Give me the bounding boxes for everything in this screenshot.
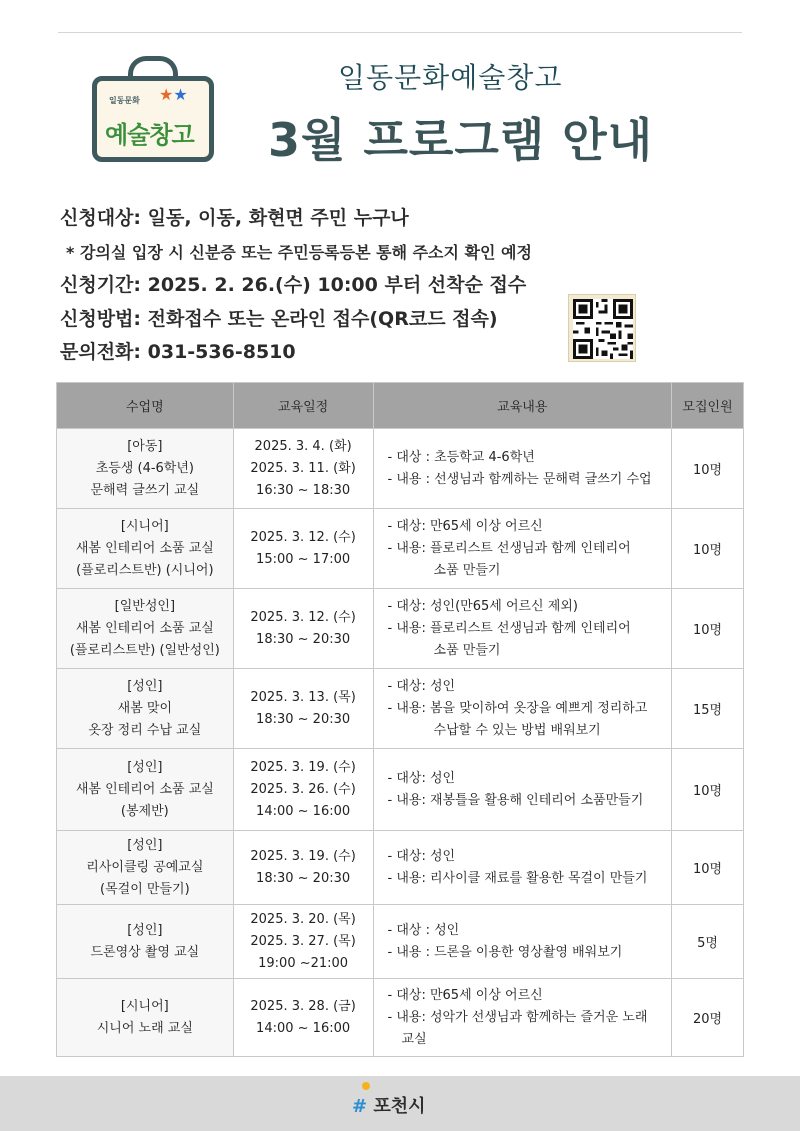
info-period: 신청기간: 2025. 2. 26.(수) 10:00 부터 선착순 접수 [60,274,527,296]
capacity-cell: 10명 [672,749,744,831]
logo-star-icons: ★★ [159,85,188,104]
table-row [57,509,744,589]
info-phone: 문의전화: 031-536-8510 [60,341,296,363]
schedule-cell: 2025. 3. 19. (수) 2025. 3. 26. (수) 14:00 ~ 16:00 [233,749,373,831]
content-cell: - 대상: 성인 - 내용: 리사이클 재료를 활용한 목걸이 만들기 [373,831,672,905]
schedule-cell: 2025. 3. 19. (수) 18:30 ~ 20:30 [233,831,373,905]
qr-code-icon[interactable] [568,294,636,362]
content-cell: - 대상: 성인 - 내용: 봄을 맞이하여 옷장을 예쁘게 정리하고 수납할 수 있는 방법 배워보기 [373,669,672,749]
capacity-cell: 10명 [672,509,744,589]
column-header-content: 교육내용 [373,383,672,429]
class-name-cell: [성인] 드론영상 촬영 교실 [57,905,234,979]
table-row [57,979,744,1057]
logo-small-text: 일동문화 [109,96,140,105]
logo-hash-icon: # [352,1096,368,1117]
capacity-cell: 10명 [672,589,744,669]
column-header-schedule: 교육일정 [233,383,373,429]
class-name-cell: [성인] 새봄 맞이 옷장 정리 수납 교실 [57,669,234,749]
schedule-cell: 2025. 3. 20. (목) 2025. 3. 27. (목) 19:00 ~21:00 [233,905,373,979]
class-name-cell: [아동] 초등생 (4-6학년) 문해력 글쓰기 교실 [57,429,234,509]
class-name-cell: [일반성인] 새봄 인테리어 소품 교실 (플로리스트반) (일반성인) [57,589,234,669]
class-name-cell: [성인] 새봄 인테리어 소품 교실 (봉제반) [57,749,234,831]
class-name-cell: [시니어] 새봄 인테리어 소품 교실 (플로리스트반) (시니어) [57,509,234,589]
table-row [57,749,744,831]
schedule-cell: 2025. 3. 12. (수) 18:30 ~ 20:30 [233,589,373,669]
table-row [57,429,744,509]
table-row [57,905,744,979]
capacity-cell: 15명 [672,669,744,749]
info-note: * 강의실 입장 시 신분증 또는 주민등록등본 통해 주소지 확인 예정 [66,243,532,262]
page-title: 3월 프로그램 안내 [268,113,654,167]
schedule-cell: 2025. 3. 4. (화) 2025. 3. 11. (화) 16:30 ~ 18:30 [233,429,373,509]
logo-main-text: 예술창고 [105,121,194,149]
art-warehouse-logo [92,56,214,162]
content-cell: - 대상: 만65세 이상 어르신 - 내용: 플로리스트 선생님과 함께 인테리어 소품 만들기 [373,509,672,589]
class-name-cell: [성인] 리사이클링 공예교실 (목걸이 만들기) [57,831,234,905]
content-cell: - 대상: 성인(만65세 어르신 제외) - 내용: 플로리스트 선생님과 함께 인테리어 소품 만들기 [373,589,672,669]
page-subtitle: 일동문화예술창고 [338,61,563,94]
table-row [57,831,744,905]
schedule-cell: 2025. 3. 13. (목) 18:30 ~ 20:30 [233,669,373,749]
info-target: 신청대상: 일동, 이동, 화현면 주민 누구나 [60,207,409,229]
table-header-row [57,383,744,429]
capacity-cell: 10명 [672,831,744,905]
footer-bar [0,1076,800,1131]
column-header-class-name: 수업명 [57,383,234,429]
capacity-cell: 20명 [672,979,744,1057]
capacity-cell: 10명 [672,429,744,509]
column-header-capacity: 모집인원 [672,383,744,429]
top-divider [58,32,742,33]
capacity-cell: 5명 [672,905,744,979]
city-name: 포천시 [373,1096,426,1117]
content-cell: - 대상: 성인 - 내용: 재봉틀을 활용해 인테리어 소품만들기 [373,749,672,831]
class-name-cell: [시니어] 시니어 노래 교실 [57,979,234,1057]
table-row [57,589,744,669]
schedule-cell: 2025. 3. 28. (금) 14:00 ~ 16:00 [233,979,373,1057]
content-cell: - 대상: 만65세 이상 어르신 - 내용: 성악가 선생님과 함께하는 즐거운 노래 교실 [373,979,672,1057]
info-method: 신청방법: 전화접수 또는 온라인 접수(QR코드 접속) [60,308,498,330]
content-cell: - 대상 : 성인 - 내용 : 드론을 이용한 영상촬영 배워보기 [373,905,672,979]
logo-dot-icon [362,1082,370,1090]
logo-body [92,76,214,162]
schedule-cell: 2025. 3. 12. (수) 15:00 ~ 17:00 [233,509,373,589]
content-cell: - 대상 : 초등학교 4-6학년 - 내용 : 선생님과 함께하는 문해력 글쓰기 수업 [373,429,672,509]
program-table [56,382,744,1057]
table-row [57,669,744,749]
pocheon-city-logo [352,1092,426,1118]
